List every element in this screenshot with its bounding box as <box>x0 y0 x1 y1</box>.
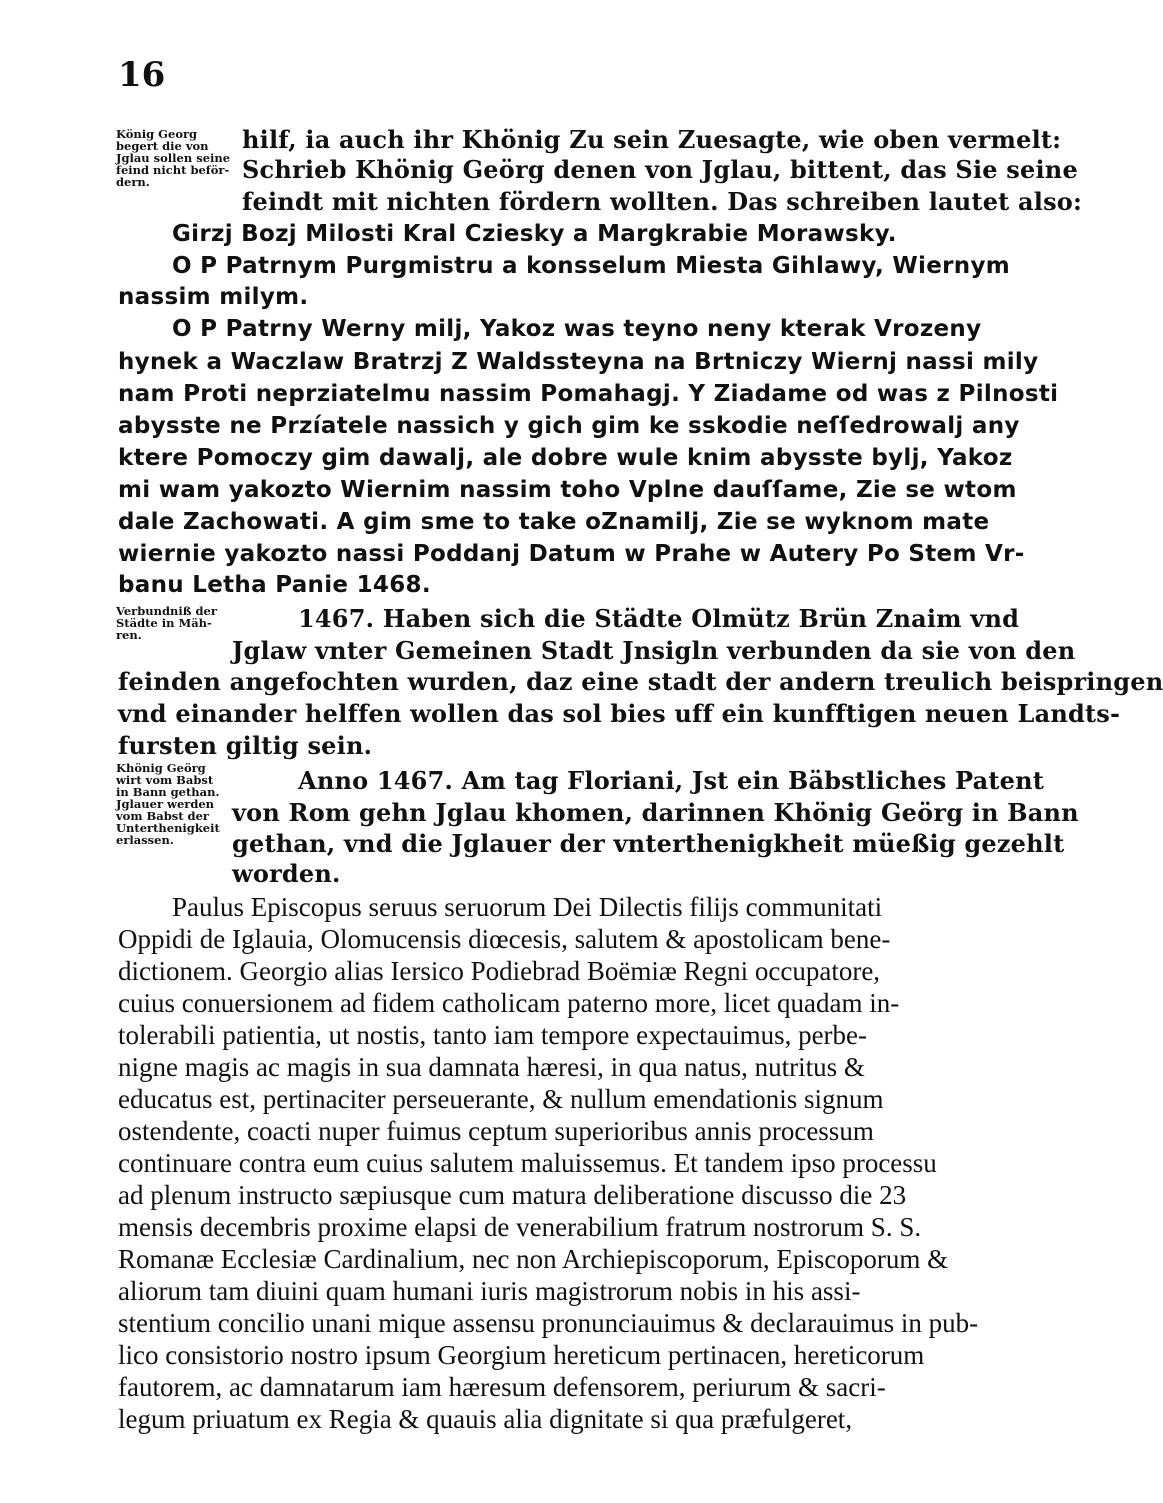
margin-note-line: ren. <box>116 628 142 642</box>
text-line: hilf, ia auch ihr Khönig Zu sein Zuesagte, wie oben vermelt: <box>242 125 1062 154</box>
margin-note-line: König Georg <box>116 127 198 141</box>
text-line: O P Patrny Werny milj, Yakoz was teyno neny kterak Vrozeny <box>172 316 982 342</box>
margin-note-line: Verbundniß der <box>116 604 217 618</box>
text-line: nam Proti neprziatelmu nassim Pomahagj. Y Ziadame od was z Pilnosti <box>118 381 1059 407</box>
margin-note-line: vom Babst der <box>116 809 209 823</box>
text-line: ostendente, coacti nuper fuimus ceptum superioribus annis processum <box>118 1116 874 1146</box>
text-line: dictionem. Georgio alias Iersico Podiebrad Boëmiæ Regni occupatore, <box>118 956 881 986</box>
text-line: Oppidi de Iglauia, Olomucensis diœcesis, salutem & apostolicam bene- <box>118 924 891 954</box>
text-line: wiernie yakozto nassi Poddanj Datum w Prahe w Autery Po Stem Vr- <box>118 541 1025 567</box>
text-line: legum priuatum ex Regia & quauis alia dignitate si qua præfulgeret, <box>118 1404 853 1434</box>
margin-note-line: in Bann gethan. <box>116 785 220 799</box>
margin-note <box>116 128 230 188</box>
text-line: ad plenum instructo sæpiusque cum matura deliberatione discusso die 23 <box>118 1180 907 1210</box>
margin-note-line: Städte in Mäh- <box>116 616 212 630</box>
page-number: 16 <box>118 55 166 95</box>
text-line: 1467. Haben sich die Städte Olmütz Brün Znaim vnd <box>298 604 1020 633</box>
text-line: vnd einander helffen wollen das sol bies uff ein kunfftigen neuen Landts- <box>118 699 1121 728</box>
margin-note-line: wirt vom Babst <box>116 773 214 787</box>
text-line: von Rom gehn Jglau khomen, darinnen Khönig Geörg in Bann <box>232 798 1079 827</box>
text-line: educatus est, pertinaciter perseuerante, & nullum emendationis signum <box>118 1084 884 1114</box>
margin-note-line: feind nicht beför- <box>116 163 230 177</box>
text-line: fautorem, ac damnatarum iam hæresum defensorem, periurum & sacri- <box>118 1372 886 1402</box>
text-line: feinden angefochten wurden, daz eine stadt der andern treulich beispringen <box>118 667 1163 696</box>
text-line: continuare contra eum cuius salutem maluissemus. Et tandem ipso processu <box>118 1148 937 1178</box>
text-line: Girzj Bozj Milosti Kral Cziesky a Margkrabie Morawsky. <box>172 221 897 247</box>
margin-note-line: Jglau sollen seine <box>116 151 231 165</box>
text-line: gethan, vnd die Jglauer der vnterthenigkheit müeßig gezehlt <box>232 829 1065 858</box>
text-line: feindt mit nichten fördern wollten. Das schreiben lautet also: <box>242 187 1083 216</box>
text-line: mensis decembris proxime elapsi de venerabilium fratrum nostrorum S. S. <box>118 1212 922 1242</box>
text-line: abysste ne Przíatele nassich y gich gim ke sskodie neſſedrowalj any <box>118 413 1020 439</box>
text-line: mi wam yakozto Wiernim nassim toho Vplne dauſſame, Zie se wtom <box>118 477 1017 503</box>
margin-note <box>116 762 220 846</box>
text-line: aliorum tam diuini quam humani iuris magistrorum nobis in his assi- <box>118 1276 861 1306</box>
text-line: stentium concilio unani mique assensu pronunciauimus & declarauimus in pub- <box>118 1308 979 1338</box>
text-line: lico consistorio nostro ipsum Georgium hereticum pertinacen, hereticorum <box>118 1340 925 1370</box>
text-line: Paulus Episcopus seruus seruorum Dei Dilectis filijs communitati <box>172 892 883 922</box>
margin-note-line: erlassen. <box>116 833 174 847</box>
text-line: O P Patrnym Purgmistru a konsselum Miesta Gihlawy, Wiernym <box>172 253 1010 279</box>
margin-note-line: dern. <box>116 175 150 189</box>
text-line: fursten giltig sein. <box>118 731 373 760</box>
text-line: nigne magis ac magis in sua damnata hæresi, in qua natus, nutritus & <box>118 1052 865 1082</box>
text-line: ktere Pomoczy gim dawalj, ale dobre wule knim abysste bylj, Yakoz <box>118 445 1013 471</box>
text-line: worden. <box>232 859 341 888</box>
margin-note-line: Unterthenigkeit <box>116 821 220 835</box>
text-line: hynek a Waczlaw Bratrzj Z Waldssteyna na Brtniczy Wiernj nassi mily <box>118 349 1039 375</box>
margin-note-line: Khönig Geörg <box>116 761 206 775</box>
text-line: tolerabili patientia, ut nostis, tanto iam tempore expectauimus, perbe- <box>118 1020 868 1050</box>
text-line: Romanæ Ecclesiæ Cardinalium, nec non Archiepiscoporum, Episcoporum & <box>118 1244 949 1274</box>
margin-note-line: Jglauer werden <box>116 797 215 811</box>
text-line: Schrieb Khönig Geörg denen von Jglau, bittent, das Sie seine <box>242 155 1078 184</box>
text-line: dale Zachowati. A gim sme to take oZnamilj, Zie se wyknom mate <box>118 509 990 535</box>
text-line: Jglaw vnter Gemeinen Stadt Jnsigln verbunden da sie von den <box>232 636 1076 665</box>
margin-note <box>116 605 217 641</box>
text-line: Anno 1467. Am tag Floriani, Jst ein Bäbstliches Patent <box>298 766 1045 795</box>
margin-note-line: begert die von <box>116 139 209 153</box>
text-line: banu Letha Panie 1468. <box>118 572 431 598</box>
text-line: nassim milym. <box>118 284 309 310</box>
text-line: cuius conuersionem ad fidem catholicam paterno more, licet quadam in- <box>118 988 900 1018</box>
